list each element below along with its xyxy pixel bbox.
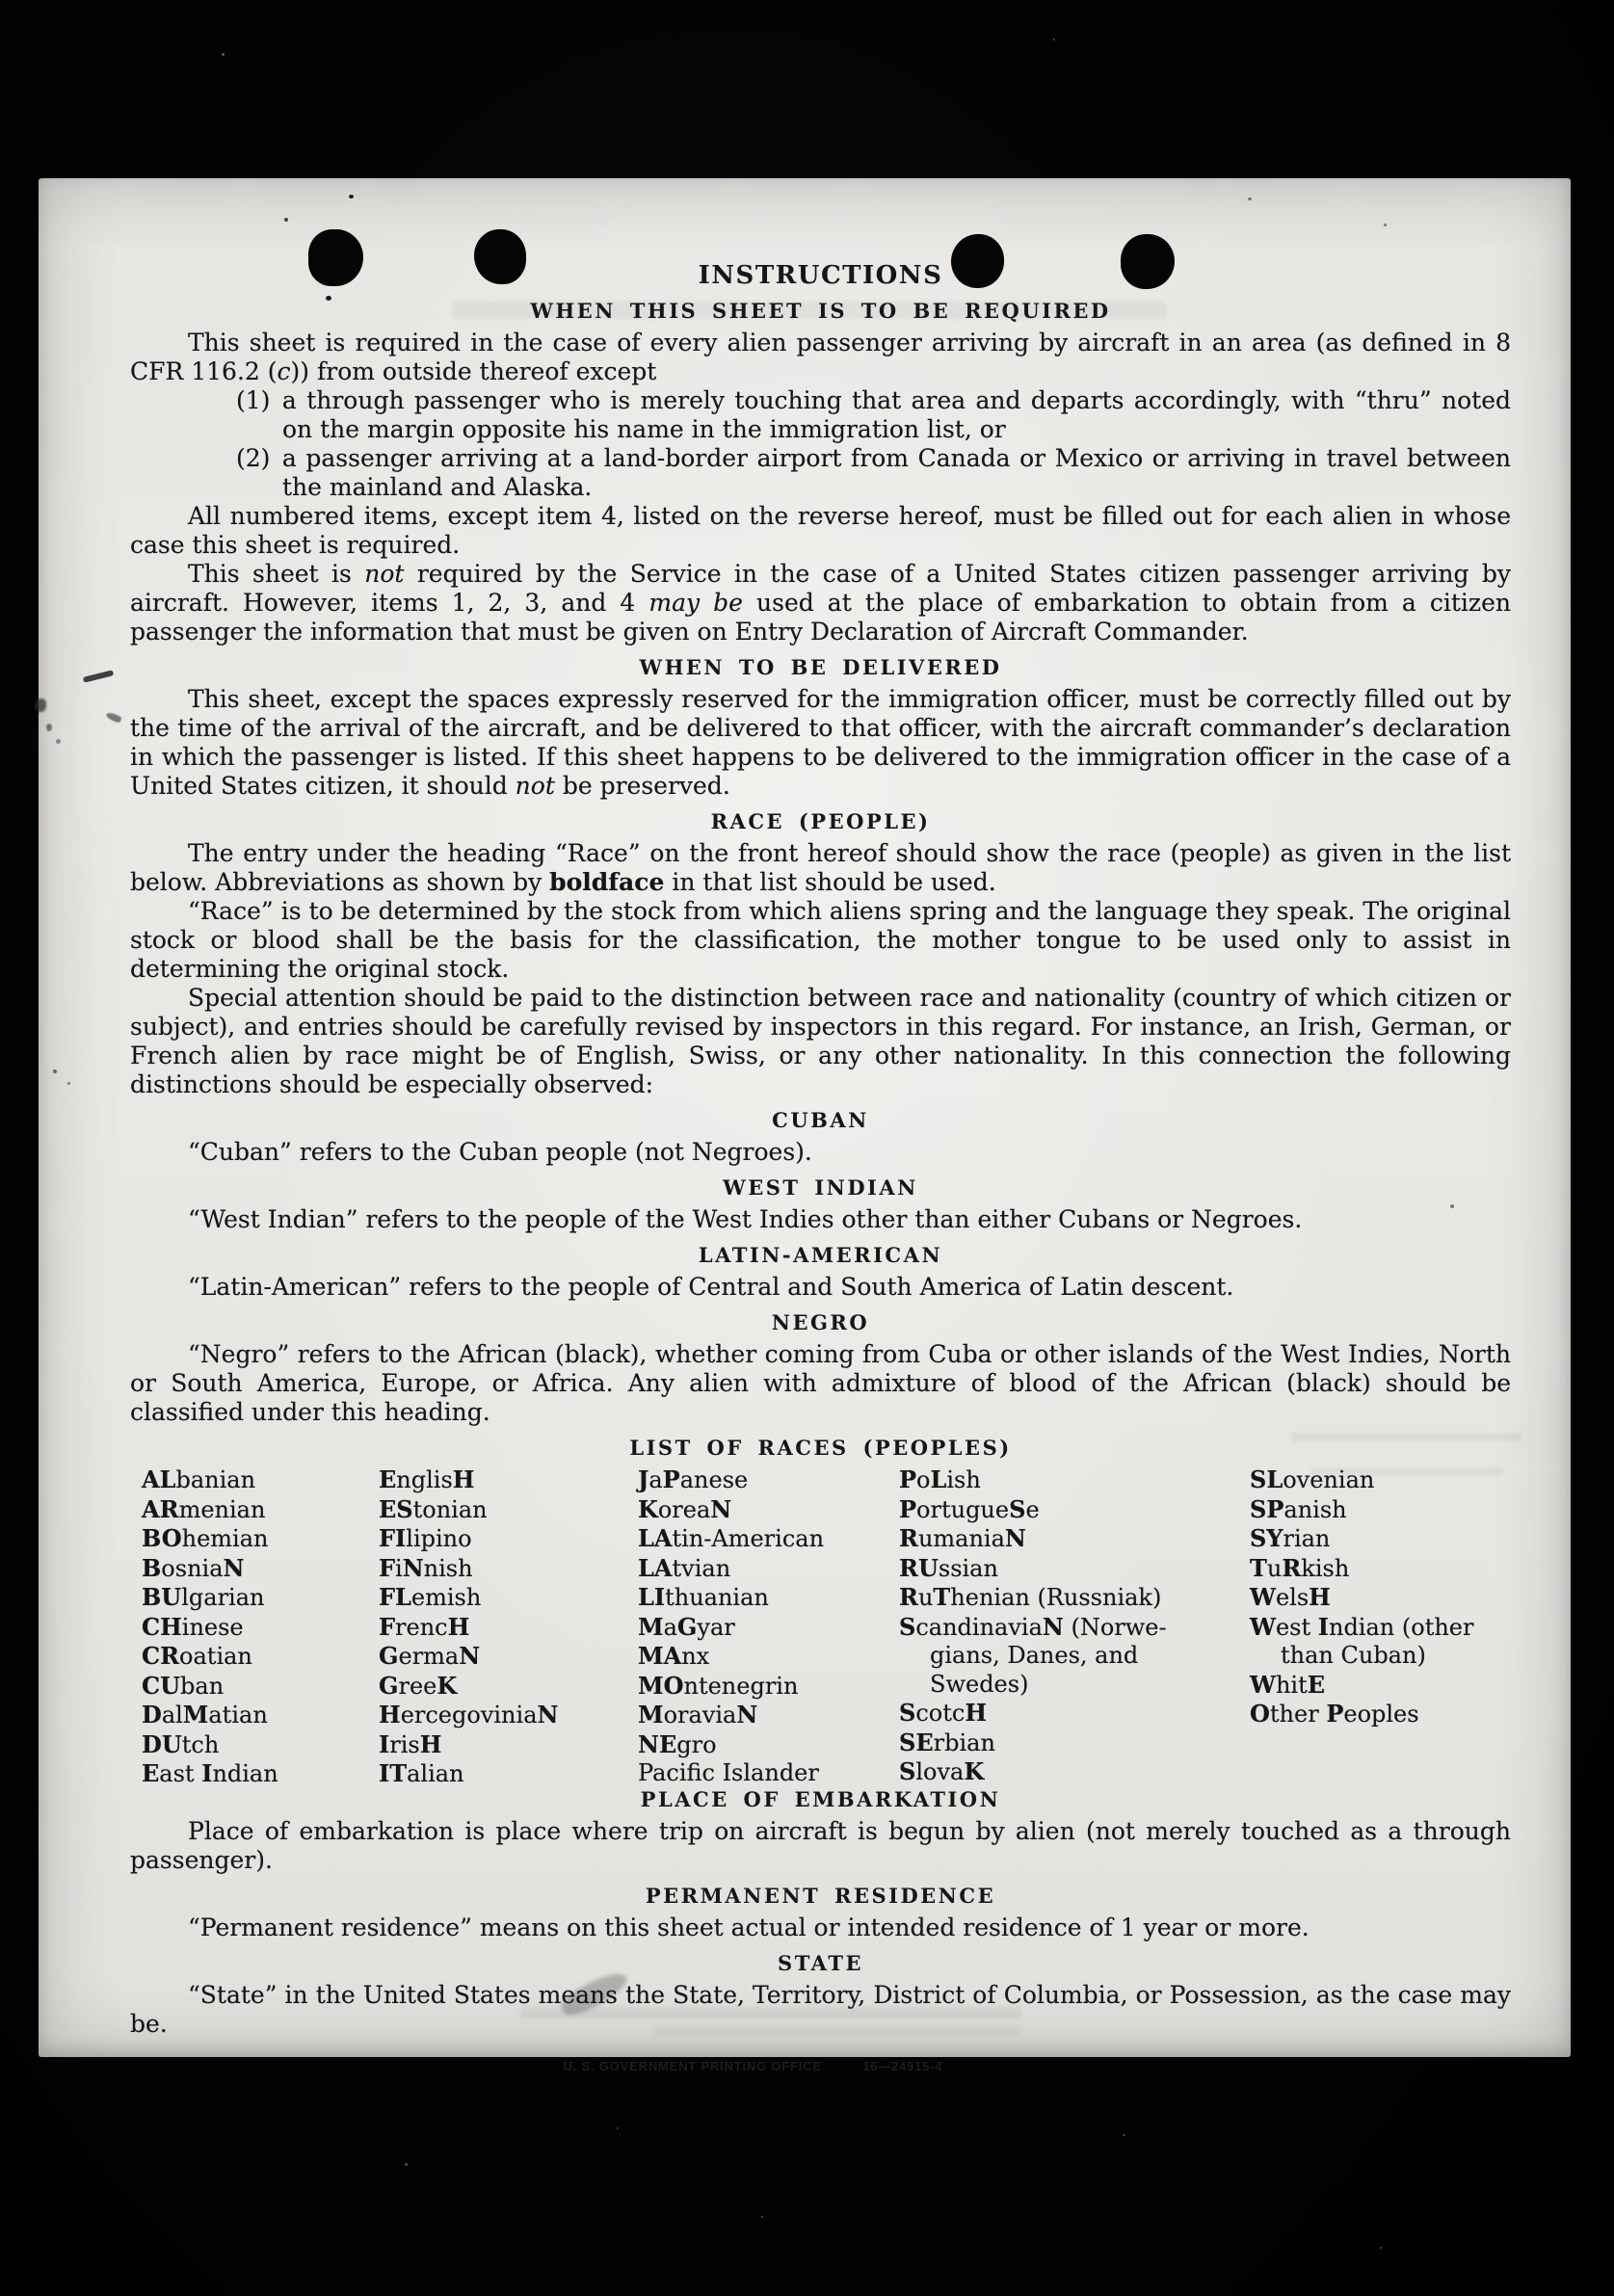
dust-speck bbox=[617, 2127, 619, 2129]
race-entry: SLovenian bbox=[1250, 1465, 1375, 1493]
race-entry: CHinese bbox=[142, 1612, 244, 1641]
race-entry: GreeK bbox=[379, 1671, 458, 1700]
race-list-column-4 bbox=[899, 1465, 1167, 1787]
paper-sheet bbox=[39, 178, 1571, 2073]
race-entry: TuRkish bbox=[1250, 1553, 1350, 1582]
race-entry: SErbian bbox=[899, 1728, 995, 1756]
race-list bbox=[130, 1465, 1511, 1787]
paragraph: This sheet is not required by the Service in the case of a United States citizen passenger arriving by aircraft. However, items 1, 2, 3, and 4 may be used at the place of embarkation to obtain from a citizen passenger the information that must be given on Entry Declaration of Aircraft Commander. bbox=[130, 560, 1511, 646]
paragraph: “Cuban” refers to the Cuban people (not Negroes). bbox=[188, 1138, 812, 1166]
printing-office-text: U. S. GOVERNMENT PRINTING OFFICE bbox=[563, 2059, 822, 2073]
race-entry-continuation: gians, Danes, and bbox=[930, 1642, 1139, 1669]
dust-speck bbox=[761, 2216, 763, 2218]
race-list-column-2 bbox=[379, 1465, 558, 1789]
race-entry: MoraviaN bbox=[638, 1701, 758, 1729]
race-entry-continuation: than Cuban) bbox=[1281, 1642, 1426, 1669]
race-entry: DUtch bbox=[142, 1729, 220, 1758]
race-entry: ARmenian bbox=[142, 1494, 266, 1523]
race-entry: LAtvian bbox=[638, 1553, 731, 1582]
race-entry: LIthuanian bbox=[638, 1583, 769, 1611]
dust-speck bbox=[222, 53, 225, 56]
numbered-item-2: (2) a passenger arriving at a land-border airport from Canada or Mexico or arriving in travel between the mainland and Alaska. bbox=[236, 444, 1511, 501]
race-entry: NEgro bbox=[638, 1729, 717, 1758]
section-heading-latin-american: LATIN-AMERICAN bbox=[698, 1243, 943, 1267]
race-entry: PoLish bbox=[899, 1465, 981, 1493]
print-code: 16—24915-4 bbox=[862, 2059, 943, 2073]
race-entry: LAtin-American bbox=[638, 1524, 825, 1552]
race-entry: RuThenian (Russniak) bbox=[899, 1583, 1162, 1611]
dust-speck bbox=[1123, 2134, 1125, 2136]
race-entry: West Indian (other bbox=[1250, 1612, 1474, 1641]
section-heading-west-indian: WEST INDIAN bbox=[723, 1175, 918, 1200]
race-entry: KoreaN bbox=[638, 1494, 732, 1523]
section-heading-embarkation: PLACE OF EMBARKATION bbox=[640, 1787, 1001, 1811]
race-entry: ScandinaviaN (Norwe- bbox=[899, 1612, 1167, 1641]
race-entry: ScotcH bbox=[899, 1699, 988, 1727]
race-entry-continuation: Swedes) bbox=[930, 1670, 1029, 1698]
section-heading-list-of-races: LIST OF RACES (PEOPLES) bbox=[629, 1436, 1012, 1460]
race-entry: IrisH bbox=[379, 1729, 442, 1758]
race-entry: East Indian bbox=[142, 1759, 278, 1787]
race-entry: BosniaN bbox=[142, 1553, 245, 1582]
race-list-column-5 bbox=[1250, 1465, 1473, 1729]
race-entry: HercegoviniaN bbox=[379, 1701, 559, 1729]
race-entry: MaGyar bbox=[638, 1612, 735, 1641]
race-entry: FrencH bbox=[379, 1612, 470, 1641]
paragraph: “Permanent residence” means on this sheet actual or intended residence of 1 year or more. bbox=[188, 1913, 1310, 1941]
race-entry: PortugueSe bbox=[899, 1494, 1040, 1523]
race-entry: MAnx bbox=[638, 1642, 710, 1670]
race-entry: SYrian bbox=[1250, 1524, 1331, 1552]
race-entry: CRoatian bbox=[142, 1642, 252, 1670]
race-entry: FLemish bbox=[379, 1583, 482, 1611]
section-heading-race: RACE (PEOPLE) bbox=[710, 809, 931, 833]
numbered-item-1: (1) a through passenger who is merely touching that area and departs accordingly, with “thru” noted on the margin opposite his name in the immigration list, or bbox=[236, 386, 1511, 443]
section-heading-state: STATE bbox=[778, 1951, 863, 1975]
race-entry: ITalian bbox=[379, 1759, 464, 1787]
paragraph: The entry under the heading “Race” on the front hereof should show the race (people) as given in the list below. Abbreviations as shown by boldface in that list should be used. bbox=[130, 839, 1511, 896]
paragraph: All numbered items, except item 4, listed on the reverse hereof, must be filled out for each alien in whose case this sheet is required. bbox=[130, 502, 1511, 559]
race-entry: Other Peoples bbox=[1250, 1700, 1419, 1728]
race-list-column-1 bbox=[142, 1465, 278, 1789]
race-entry: DalMatian bbox=[142, 1701, 268, 1729]
document-content bbox=[39, 178, 1571, 2081]
paragraph: “Negro” refers to the African (black), whether coming from Cuba or other islands of the West Indies, North or South America, Europe, or Africa. Any alien with admixture of blood of the African (black) should be classified under this heading. bbox=[130, 1340, 1511, 1426]
dust-speck bbox=[1380, 2247, 1382, 2249]
paragraph: Place of embarkation is place where trip on aircraft is begun by alien (not merely touched as a through passenger). bbox=[130, 1817, 1511, 1874]
race-entry: Pacific Islander bbox=[638, 1759, 819, 1786]
paragraph: “Latin-American” refers to the people of Central and South America of Latin descent. bbox=[188, 1273, 1234, 1301]
race-entry: RUssian bbox=[899, 1553, 998, 1582]
race-entry: SlovaK bbox=[899, 1757, 985, 1785]
race-entry: FIlipino bbox=[379, 1524, 472, 1552]
race-entry: JaPanese bbox=[638, 1465, 749, 1493]
section-heading-negro: NEGRO bbox=[771, 1310, 870, 1334]
paragraph: “West Indian” refers to the people of the West Indies other than either Cubans or Negroes. bbox=[188, 1205, 1303, 1233]
section-heading-when-required: WHEN THIS SHEET IS TO BE REQUIRED bbox=[530, 299, 1111, 323]
paragraph: “Race” is to be determined by the stock from which aliens spring and the language they speak. The original stock or blood shall be the basis for the classification, the mother tongue to be used only to assist in determining the original stock. bbox=[130, 897, 1511, 983]
race-entry: EStonian bbox=[379, 1494, 488, 1523]
race-entry: FiNnish bbox=[379, 1553, 473, 1582]
race-entry: EnglisH bbox=[379, 1465, 475, 1493]
dust-speck bbox=[405, 2163, 408, 2166]
page-title: INSTRUCTIONS bbox=[698, 261, 943, 290]
race-entry: WhitE bbox=[1250, 1670, 1326, 1699]
paragraph: “State” in the United States means the State, Territory, District of Columbia, or Possession, as the case may be. bbox=[130, 1981, 1511, 2038]
dust-speck bbox=[1053, 39, 1055, 40]
section-heading-cuban: CUBAN bbox=[772, 1108, 869, 1132]
race-entry: WelsH bbox=[1250, 1583, 1331, 1611]
section-heading-when-delivered: WHEN TO BE DELIVERED bbox=[639, 655, 1002, 679]
section-heading-residence: PERMANENT RESIDENCE bbox=[645, 1884, 996, 1908]
paragraph: Special attention should be paid to the distinction between race and nationality (country of which citizen or subject), and entries should be carefully revised by inspectors in this regard. For instance, an Irish, German, or French alien by race might be of English, Swiss, or any other nationality. In this connection the following distinctions should be especially observed: bbox=[130, 984, 1511, 1098]
printing-office-imprint bbox=[63, 2052, 1443, 2081]
race-entry: RumaniaN bbox=[899, 1524, 1026, 1552]
race-entry: GermaN bbox=[379, 1642, 481, 1670]
race-entry: SPanish bbox=[1250, 1494, 1347, 1523]
race-entry: BOhemian bbox=[142, 1524, 269, 1552]
paragraph: This sheet is required in the case of every alien passenger arriving by aircraft in an area (as defined in 8 CFR 116.2 (c)) from outside thereof except bbox=[130, 329, 1511, 385]
race-entry: CUban bbox=[142, 1671, 225, 1700]
race-entry: MOntenegrin bbox=[638, 1671, 799, 1700]
race-entry: BUlgarian bbox=[142, 1583, 265, 1611]
race-entry: ALbanian bbox=[142, 1465, 256, 1493]
race-list-column-3 bbox=[638, 1465, 824, 1788]
paragraph: This sheet, except the spaces expressly reserved for the immigration officer, must be correctly filled out by the time of the arrival of the aircraft, and be delivered to that officer, with the aircraft commander’s declaration in which the passenger is listed. If this sheet happens to be delivered to the immigration officer in the case of a United States citizen, it should not be preserved. bbox=[130, 685, 1511, 800]
